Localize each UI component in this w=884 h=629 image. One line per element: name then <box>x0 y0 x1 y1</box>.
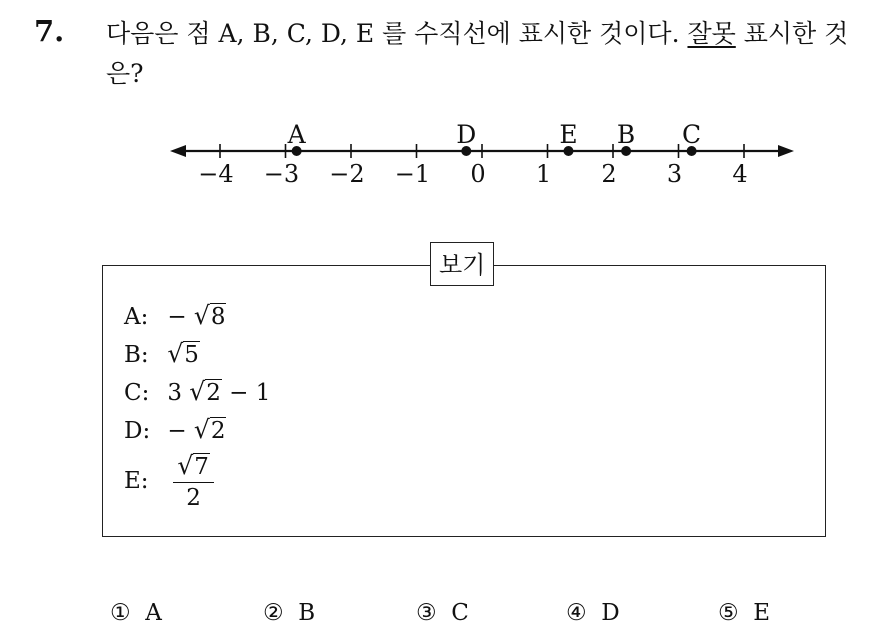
bogi-item-a-sign: − <box>167 304 187 330</box>
bogi-item-b-label: B: <box>124 342 149 368</box>
choice-1[interactable] <box>110 600 162 626</box>
fraction-sqrt7-over-2 <box>173 451 214 513</box>
bogi-item-d <box>124 412 226 448</box>
choice-4-text: D <box>601 600 620 626</box>
radicand-2-d: 2 <box>210 418 226 444</box>
point-label-e: E <box>559 120 578 149</box>
choice-2-mark: ② <box>263 600 284 626</box>
bogi-item-e-label: E: <box>124 468 149 494</box>
choice-3[interactable] <box>416 600 469 626</box>
choice-2-text: B <box>298 600 316 626</box>
bogi-item-a-label: A: <box>124 304 149 330</box>
bogi-item-c-tail: − 1 <box>229 380 271 406</box>
bogi-item-d-label: D: <box>124 418 151 444</box>
choice-4-mark: ④ <box>566 600 587 626</box>
axis-arrow-right <box>778 145 794 157</box>
number-line <box>0 110 884 200</box>
point-label-c: C <box>682 120 702 149</box>
question-underlined-word: 잘못 <box>687 19 736 48</box>
bogi-item-a <box>124 298 226 334</box>
bogi-item-b <box>124 336 200 372</box>
bogi-item-c-label: C: <box>124 380 150 406</box>
radicand-5: 5 <box>184 342 199 368</box>
point-label-a: A <box>287 120 306 149</box>
fraction-numerator <box>173 451 214 483</box>
tick-label: 3 <box>666 160 683 188</box>
choice-5[interactable] <box>718 600 770 626</box>
tick-label: 4 <box>732 160 748 188</box>
tick-label: 0 <box>470 160 486 188</box>
question-number: 7. <box>34 14 65 48</box>
point-label-d: D <box>456 120 477 149</box>
tick-label: −3 <box>263 160 300 188</box>
question-text-before: 다음은 점 A, B, C, D, E 를 수직선에 표시한 것이다. <box>106 19 688 48</box>
choice-1-text: A <box>145 600 162 626</box>
bogi-item-c <box>124 374 270 410</box>
sqrt-7: √7 <box>177 451 209 480</box>
choice-5-mark: ⑤ <box>718 600 739 626</box>
tick-label: −4 <box>198 160 234 188</box>
bogi-item-e <box>124 450 214 512</box>
sqrt-5: √5 <box>167 339 199 368</box>
question-text <box>106 14 866 94</box>
question-text-after: 표시한 것은? <box>106 19 849 88</box>
radicand-7: 7 <box>194 454 209 480</box>
tick-label: −1 <box>394 160 431 188</box>
choice-3-text: C <box>451 600 469 626</box>
tick-label: −2 <box>329 160 365 188</box>
fraction-denominator: 2 <box>186 485 201 511</box>
choice-2[interactable] <box>263 600 315 626</box>
axis-arrow-left <box>170 145 186 157</box>
bogi-item-d-sign: − <box>167 418 187 444</box>
choice-4[interactable] <box>566 600 620 626</box>
radicand-2-c: 2 <box>206 380 221 406</box>
tick-label: 1 <box>535 160 552 188</box>
choice-3-mark: ③ <box>416 600 437 626</box>
choice-5-text: E <box>753 600 771 626</box>
point-label-b: B <box>616 120 636 149</box>
bogi-item-c-coef: 3 <box>167 380 182 406</box>
sqrt-8: √8 <box>193 301 226 330</box>
choice-1-mark: ① <box>110 600 131 626</box>
sqrt-2-c: √2 <box>189 377 221 406</box>
radicand-8: 8 <box>210 304 226 330</box>
bogi-title: 보기 <box>430 242 494 286</box>
sqrt-2-d: √2 <box>193 415 226 444</box>
tick-label: 2 <box>601 160 617 188</box>
